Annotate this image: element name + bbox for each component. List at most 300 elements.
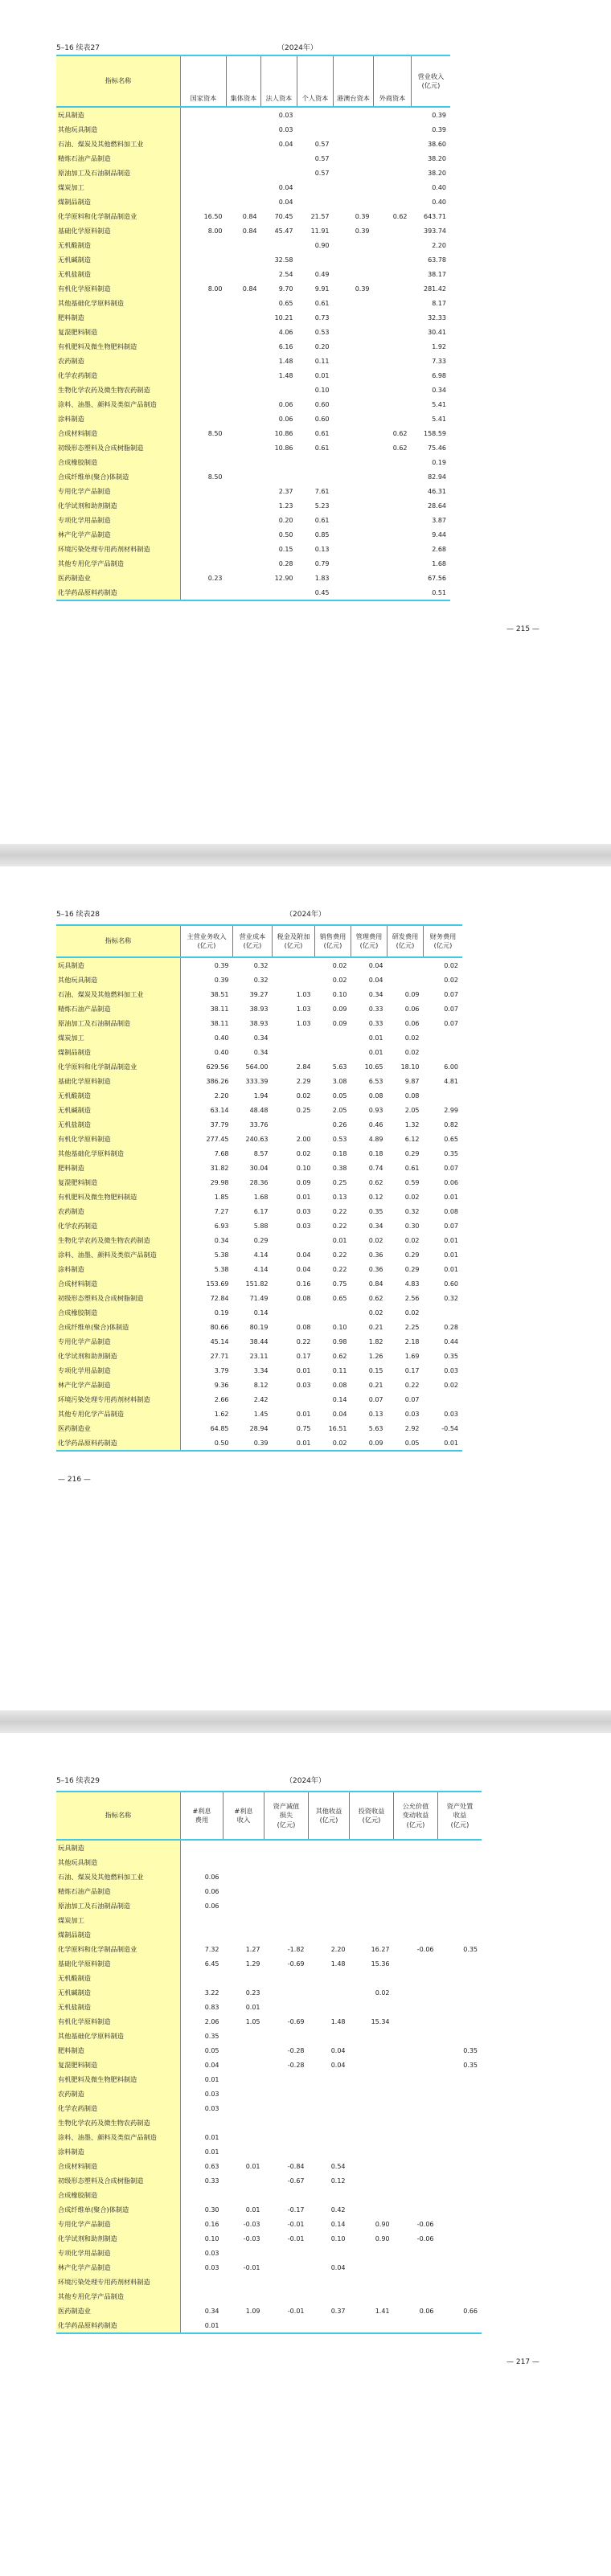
cell-value xyxy=(438,2246,482,2260)
table-title: 5–16 续表27 xyxy=(56,44,100,52)
cell-value: 0.06 xyxy=(204,1873,219,1881)
cell-value xyxy=(309,2318,350,2333)
cell-value xyxy=(264,1840,309,1855)
cell-value: 6.45 xyxy=(204,1960,219,1968)
cell-value xyxy=(334,527,374,542)
row-label: 有机肥料及微生物肥料制造 xyxy=(56,339,181,354)
row-label: 肥料制造 xyxy=(56,2043,181,2058)
cell-value xyxy=(334,137,374,151)
table-row xyxy=(56,2173,482,2188)
cell-value xyxy=(309,1927,350,1942)
cell-value: 23.11 xyxy=(249,1352,269,1360)
row-label: 合成纤维单(聚合)体制造 xyxy=(56,1320,181,1334)
row-label: 无机盐制造 xyxy=(56,2000,181,2014)
cell-value xyxy=(264,2029,309,2043)
cell-value xyxy=(181,513,227,527)
row-label: 有机肥料及微生物肥料制造 xyxy=(56,1190,181,1204)
cell-value xyxy=(223,1971,264,1985)
cell-value xyxy=(438,2173,482,2188)
row-label: 化学药品原料药制造 xyxy=(56,585,181,600)
cell-value: 4.14 xyxy=(253,1265,269,1273)
cell-value: 0.01 xyxy=(296,1410,311,1418)
cell-value: 0.45 xyxy=(297,585,334,600)
row-label: 复混肥料制造 xyxy=(56,1175,181,1190)
table-row xyxy=(56,1985,482,2000)
cell-value xyxy=(227,166,261,180)
cell-value: 10.21 xyxy=(274,313,293,321)
cell-value: 0.61 xyxy=(314,429,330,437)
page-number: — 217 — xyxy=(506,2358,539,2366)
row-label: 无机酸制造 xyxy=(56,238,181,252)
row-label: 涂料、油墨、颜料及类似产品制造 xyxy=(56,2130,181,2144)
cell-value: 393.74 xyxy=(424,227,446,235)
cell-value xyxy=(350,2188,394,2202)
cell-value xyxy=(227,137,261,151)
cell-value xyxy=(297,180,334,195)
row-label: 环境污染处理专用药剂材料制造 xyxy=(56,542,181,556)
cell-value xyxy=(227,440,261,455)
cell-value: 0.01 xyxy=(181,2318,223,2333)
cell-value: 0.44 xyxy=(444,1337,458,1345)
row-label: 涂料、油墨、颜料及类似产品制造 xyxy=(56,1247,181,1262)
cell-value xyxy=(181,1927,223,1942)
cell-value xyxy=(438,2275,482,2289)
cell-value: 0.21 xyxy=(368,1323,383,1331)
table-row xyxy=(56,1334,462,1349)
cell-value: 0.11 xyxy=(332,1366,347,1374)
cell-value: 8.00 xyxy=(207,227,223,235)
cell-value: 9.91 xyxy=(314,285,330,293)
cell-value: 0.61 xyxy=(314,516,330,524)
row-label: 煤制品制造 xyxy=(56,1927,181,1942)
cell-value: 333.39 xyxy=(245,1077,269,1085)
cell-value: 8.50 xyxy=(207,473,223,481)
cell-value: 63.78 xyxy=(428,256,446,264)
cell-value: 0.53 xyxy=(332,1135,347,1143)
cell-value xyxy=(223,2188,264,2202)
cell-value: 0.09 xyxy=(332,1005,347,1013)
cell-value xyxy=(261,238,297,252)
cell-value xyxy=(261,469,297,484)
cell-value: 0.03 xyxy=(278,111,293,119)
cell-value: 2.99 xyxy=(444,1106,458,1114)
cell-value: 38.60 xyxy=(428,140,446,148)
cell-value: 75.46 xyxy=(428,444,446,452)
page-1 xyxy=(0,0,611,836)
cell-value: 1.68 xyxy=(432,559,446,567)
cell-value xyxy=(374,310,412,325)
cell-value: 0.32 xyxy=(253,961,269,969)
cell-value: 0.07 xyxy=(404,1395,420,1403)
cell-value: 32.33 xyxy=(428,313,446,321)
cell-value: 7.33 xyxy=(432,357,446,365)
table-row xyxy=(56,1276,462,1291)
cell-value: 0.02 xyxy=(296,1091,311,1100)
cell-value: 0.03 xyxy=(204,2104,219,2112)
cell-value: 0.01 xyxy=(332,1236,347,1244)
table-row xyxy=(56,2043,482,2058)
cell-value: 0.01 xyxy=(296,1366,311,1374)
row-label: 合成纤维单(聚合)体制造 xyxy=(56,2202,181,2217)
cell-value xyxy=(227,310,261,325)
cell-value: 0.26 xyxy=(332,1120,347,1128)
cell-value xyxy=(350,2029,394,2043)
table-row xyxy=(56,1030,462,1045)
cell-value: 0.35 xyxy=(463,2046,478,2054)
cell-value: 0.10 xyxy=(330,2234,346,2242)
cell-value: 1.82 xyxy=(368,1337,383,1345)
cell-value xyxy=(309,2188,350,2202)
cell-value: 0.85 xyxy=(314,530,330,539)
cell-value: -0.28 xyxy=(287,2046,305,2054)
row-label: 煤制品制造 xyxy=(56,1045,181,1059)
column-header: 国家资本 xyxy=(181,55,227,107)
cell-value xyxy=(394,2014,438,2029)
row-label: 复混肥料制造 xyxy=(56,325,181,339)
row-label: 化学药品原料药制造 xyxy=(56,1435,181,1451)
table-row xyxy=(56,1175,462,1190)
cell-value: 2.56 xyxy=(404,1294,420,1302)
cell-value: 0.39 xyxy=(233,1435,273,1451)
cell-value: 0.04 xyxy=(368,961,383,969)
cell-value: 0.04 xyxy=(332,1410,347,1418)
cell-value: -0.28 xyxy=(287,2061,305,2069)
row-label: 涂料制造 xyxy=(56,412,181,426)
column-header: 营业收入 (亿元) xyxy=(412,55,451,107)
table-row xyxy=(56,1913,482,1927)
cell-value: 18.10 xyxy=(400,1063,420,1071)
cell-value: 0.14 xyxy=(330,2220,346,2228)
cell-value xyxy=(273,1233,315,1247)
cell-value xyxy=(309,1870,350,1884)
table-row xyxy=(56,1247,462,1262)
cell-value: 277.45 xyxy=(206,1135,229,1143)
table-row xyxy=(56,2101,482,2115)
cell-value xyxy=(438,2260,482,2275)
cell-value xyxy=(181,397,227,412)
table-row xyxy=(56,151,450,166)
table-row xyxy=(56,339,450,354)
table-row xyxy=(56,2202,482,2217)
cell-value xyxy=(350,2318,394,2333)
cell-value: 33.76 xyxy=(249,1120,269,1128)
cell-value: 38.20 xyxy=(428,169,446,177)
table-row xyxy=(56,2029,482,2043)
table-row xyxy=(56,2260,482,2275)
row-label: 精炼石油产品制造 xyxy=(56,151,181,166)
cell-value xyxy=(181,2289,223,2304)
table-row xyxy=(56,2014,482,2029)
cell-value: 4.14 xyxy=(253,1251,269,1259)
column-header: 个人资本 xyxy=(297,55,334,107)
cell-value: 5.41 xyxy=(432,415,446,423)
cell-value xyxy=(223,1898,264,1913)
cell-value xyxy=(223,2173,264,2188)
row-label: 有机肥料及微生物肥料制造 xyxy=(56,2072,181,2087)
cell-value: 46.31 xyxy=(428,487,446,495)
row-label: 合成橡胶制造 xyxy=(56,1305,181,1320)
cell-value: 1.29 xyxy=(245,1960,260,1968)
cell-value: 0.90 xyxy=(375,2234,390,2242)
cell-value: 0.20 xyxy=(314,342,330,350)
cell-value xyxy=(227,107,261,122)
cell-value: 0.13 xyxy=(332,1193,347,1201)
cell-value xyxy=(334,339,374,354)
row-label: 化学原料和化学制品制造业 xyxy=(56,1942,181,1956)
cell-value: 2.18 xyxy=(404,1337,420,1345)
cell-value xyxy=(350,1913,394,1927)
cell-value: 0.84 xyxy=(242,227,257,235)
cell-value: 2.25 xyxy=(404,1323,420,1331)
cell-value: 45.14 xyxy=(210,1337,229,1345)
cell-value: 0.01 xyxy=(424,1435,463,1451)
cell-value: 0.02 xyxy=(296,1149,311,1157)
cell-value: 0.65 xyxy=(332,1294,347,1302)
cell-value xyxy=(394,1884,438,1898)
cell-value xyxy=(350,2289,394,2304)
cell-value: 386.26 xyxy=(206,1077,229,1085)
cell-value xyxy=(374,166,412,180)
cell-value: 0.74 xyxy=(368,1164,383,1172)
row-label: 煤制品制造 xyxy=(56,195,181,209)
cell-value: 0.14 xyxy=(332,1395,347,1403)
cell-value xyxy=(334,440,374,455)
cell-value xyxy=(350,1870,394,1884)
row-label: 合成橡胶制造 xyxy=(56,455,181,469)
cell-value xyxy=(264,1855,309,1870)
row-label: 原油加工及石油制品制造 xyxy=(56,166,181,180)
cell-value: 45.47 xyxy=(274,227,293,235)
cell-value: -0.06 xyxy=(416,1945,434,1953)
cell-value: 0.10 xyxy=(332,990,347,998)
row-label: 化学药品原料药制造 xyxy=(56,2318,181,2333)
cell-value xyxy=(223,2144,264,2159)
cell-value: 0.28 xyxy=(444,1323,458,1331)
cell-value: 0.02 xyxy=(444,961,458,969)
cell-value xyxy=(394,2130,438,2144)
cell-value xyxy=(438,2231,482,2246)
cell-value: 71.49 xyxy=(249,1294,269,1302)
cell-value: 1.94 xyxy=(253,1091,269,1100)
column-header: 外商资本 xyxy=(374,55,412,107)
column-header: 税金及附加 (亿元) xyxy=(273,925,315,957)
cell-value: 5.63 xyxy=(368,1424,383,1432)
cell-value: 9.36 xyxy=(214,1381,229,1389)
cell-value: 0.03 xyxy=(204,2249,219,2257)
cell-value xyxy=(261,455,297,469)
cell-value: -0.01 xyxy=(287,2307,305,2315)
cell-value: 0.02 xyxy=(404,1236,420,1244)
cell-value xyxy=(438,2188,482,2202)
cell-value xyxy=(264,2087,309,2101)
cell-value: 2.05 xyxy=(404,1106,420,1114)
cell-value xyxy=(273,1392,315,1407)
cell-value xyxy=(223,2318,264,2333)
cell-value xyxy=(334,151,374,166)
table-row xyxy=(56,556,450,571)
cell-value: 0.33 xyxy=(368,1019,383,1027)
cell-value xyxy=(181,368,227,383)
cell-value: -1.82 xyxy=(287,1945,305,1953)
cell-value xyxy=(309,2115,350,2130)
cell-value xyxy=(374,527,412,542)
cell-value: 0.83 xyxy=(204,2003,219,2011)
cell-value xyxy=(273,973,315,987)
cell-value: 0.01 xyxy=(444,1193,458,1201)
cell-value xyxy=(181,440,227,455)
row-label: 化学农药制造 xyxy=(56,368,181,383)
cell-value: 2.05 xyxy=(332,1106,347,1114)
table-row xyxy=(56,137,450,151)
cell-value: 38.44 xyxy=(249,1337,269,1345)
cell-value: 0.61 xyxy=(314,299,330,307)
cell-value: 5.88 xyxy=(253,1222,269,1230)
cell-value: 0.04 xyxy=(296,1251,311,1259)
table-row xyxy=(56,1016,462,1030)
cell-value xyxy=(227,585,261,600)
row-label: 生物化学农药及微生物农药制造 xyxy=(56,2115,181,2130)
cell-value: 0.01 xyxy=(204,2133,219,2141)
cell-value xyxy=(334,556,374,571)
table-row xyxy=(56,252,450,267)
cell-value xyxy=(394,2246,438,2260)
cell-value: 15.36 xyxy=(371,1960,390,1968)
cell-value: 0.02 xyxy=(404,1034,420,1042)
cell-value: 30.41 xyxy=(428,328,446,336)
cell-value xyxy=(227,571,261,585)
cell-value: 6.98 xyxy=(432,371,446,379)
cell-value xyxy=(227,397,261,412)
table-row xyxy=(56,296,450,310)
cell-value xyxy=(374,137,412,151)
cell-value xyxy=(350,2000,394,2014)
cell-value xyxy=(227,252,261,267)
row-label: 肥料制造 xyxy=(56,1161,181,1175)
cell-value: 0.84 xyxy=(242,285,257,293)
cell-value xyxy=(438,2144,482,2159)
cell-value xyxy=(297,469,334,484)
cell-value: 0.10 xyxy=(314,386,330,394)
table-row xyxy=(56,1927,482,1942)
cell-value: 11.91 xyxy=(310,227,330,235)
cell-value xyxy=(388,957,424,973)
cell-value: 0.57 xyxy=(314,154,330,162)
cell-value: 0.90 xyxy=(314,241,330,249)
cell-value xyxy=(334,498,374,513)
cell-value xyxy=(181,252,227,267)
cell-value xyxy=(264,2246,309,2260)
cell-value xyxy=(374,513,412,527)
cell-value xyxy=(181,107,227,122)
cell-value: 0.42 xyxy=(330,2205,346,2214)
cell-value xyxy=(334,166,374,180)
cell-value xyxy=(374,122,412,137)
cell-value: 0.37 xyxy=(330,2307,346,2315)
cell-value xyxy=(223,2289,264,2304)
table-row xyxy=(56,1392,462,1407)
cell-value xyxy=(374,455,412,469)
row-label: 农药制造 xyxy=(56,354,181,368)
cell-value: 0.06 xyxy=(419,2307,434,2315)
cell-value xyxy=(223,2115,264,2130)
cell-value xyxy=(181,412,227,426)
cell-value: 0.08 xyxy=(368,1091,383,1100)
cell-value: 0.12 xyxy=(368,1193,383,1201)
cell-value xyxy=(374,383,412,397)
table-row xyxy=(56,166,450,180)
cell-value: 0.35 xyxy=(463,2061,478,2069)
table-row xyxy=(56,440,450,455)
cell-value xyxy=(181,151,227,166)
cell-value: 10.86 xyxy=(274,444,293,452)
cell-value: 0.38 xyxy=(332,1164,347,1172)
cell-value xyxy=(424,1030,463,1045)
cell-value xyxy=(374,238,412,252)
cell-value: 1.62 xyxy=(214,1410,229,1418)
cell-value: 0.61 xyxy=(314,444,330,452)
cell-value: 16.50 xyxy=(203,212,223,220)
cell-value: 0.01 xyxy=(314,371,330,379)
cell-value: 0.63 xyxy=(204,2162,219,2170)
cell-value xyxy=(181,498,227,513)
row-label: 林产化学产品制造 xyxy=(56,2260,181,2275)
table-row xyxy=(56,383,450,397)
cell-value: 10.86 xyxy=(274,429,293,437)
cell-value: 10.65 xyxy=(364,1063,383,1071)
cell-value: 0.40 xyxy=(432,198,446,206)
cell-value xyxy=(315,1030,351,1045)
data-table xyxy=(56,1791,482,2334)
cell-value xyxy=(374,484,412,498)
cell-value: 38.93 xyxy=(249,1005,269,1013)
cell-value: 0.02 xyxy=(332,961,347,969)
cell-value: 48.48 xyxy=(249,1106,269,1114)
cell-value xyxy=(181,180,227,195)
cell-value xyxy=(394,1898,438,1913)
row-label: 石油、煤炭及其他燃料加工业 xyxy=(56,1870,181,1884)
table-row xyxy=(56,542,450,556)
table-row xyxy=(56,223,450,238)
cell-value xyxy=(309,2087,350,2101)
cell-value: 7.32 xyxy=(204,1945,219,1953)
cell-value xyxy=(181,325,227,339)
cell-value: 0.62 xyxy=(392,212,408,220)
cell-value: 0.04 xyxy=(330,2061,346,2069)
cell-value xyxy=(394,2188,438,2202)
cell-value xyxy=(309,1855,350,1870)
cell-value xyxy=(438,2072,482,2087)
row-label: 基础化学原料制造 xyxy=(56,1956,181,1971)
cell-value: 8.12 xyxy=(253,1381,269,1389)
cell-value xyxy=(227,339,261,354)
cell-value: 564.00 xyxy=(245,1063,269,1071)
cell-value xyxy=(181,527,227,542)
row-label: 其他玩具制造 xyxy=(56,973,181,987)
cell-value: 1.27 xyxy=(245,1945,260,1953)
table-row xyxy=(56,1103,462,1117)
cell-value xyxy=(223,1927,264,1942)
table-row xyxy=(56,1291,462,1305)
table-row xyxy=(56,1956,482,1971)
cell-value xyxy=(374,498,412,513)
cell-value: 0.34 xyxy=(368,990,383,998)
row-label: 农药制造 xyxy=(56,1204,181,1218)
cell-value xyxy=(350,2159,394,2173)
table-row xyxy=(56,1045,462,1059)
cell-value xyxy=(394,1855,438,1870)
cell-value: 0.01 xyxy=(273,1435,315,1451)
cell-value: 8.50 xyxy=(207,429,223,437)
